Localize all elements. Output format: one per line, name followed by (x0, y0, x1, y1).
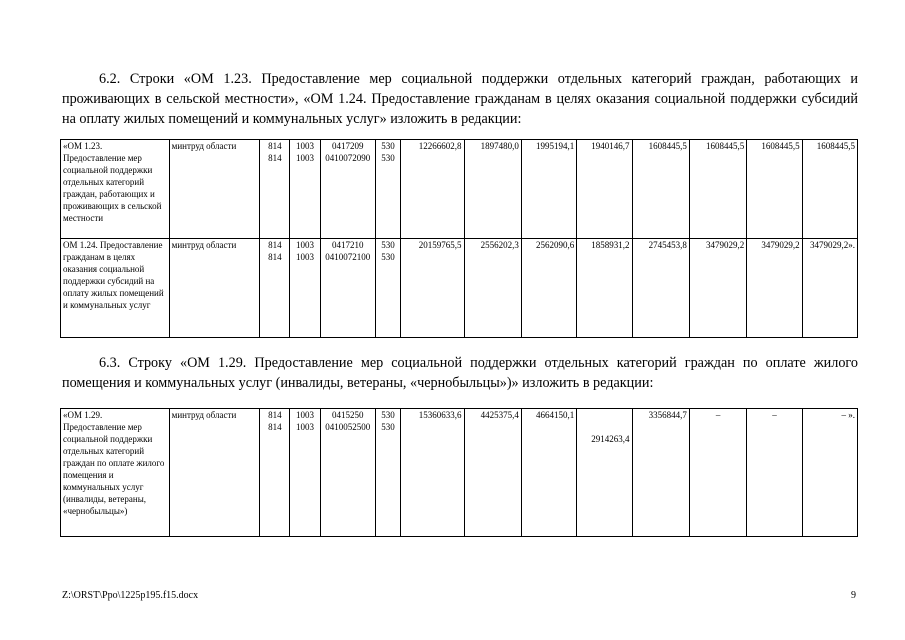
value-cell: 15360633,6 (401, 409, 464, 537)
grbs-cell: 814 814 (260, 239, 290, 338)
value-cell: 2556202,3 (464, 239, 521, 338)
value-cell: 1995194,1 (521, 140, 576, 239)
executor-cell: минтруд области (169, 409, 260, 537)
value-cell: 1897480,0 (464, 140, 521, 239)
value-cell: 1608445,5 (632, 140, 689, 239)
value-cell: 1940146,7 (577, 140, 632, 239)
value-cell: 3356844,7 (632, 409, 689, 537)
value-cell: 20159765,5 (401, 239, 464, 338)
vr-cell: 530 530 (375, 140, 400, 239)
value-cell: 3479029,2». (802, 239, 857, 338)
value-cell: 1608445,5 (689, 140, 746, 239)
value-cell: 4664150,1 (521, 409, 576, 537)
csr-cell: 0417210 0410072100 (320, 239, 375, 338)
measure-name-cell: «ОМ 1.29. Предоставление мер социальной поддержки отдельных категорий граждан по оплате жилого помещения и коммунальных услуг (инвалиды, ветераны, «чернобыльцы») (61, 409, 170, 537)
value-cell: 1858931,2 (577, 239, 632, 338)
footer-file-path: Z:\ORST\Ppo\1225p195.f15.docx (62, 590, 199, 601)
value-cell: 3479029,2 (689, 239, 746, 338)
value-cell: 2745453,8 (632, 239, 689, 338)
table-row (61, 140, 858, 239)
value-cell: 2562090,6 (521, 239, 576, 338)
value-cell: 4425375,4 (464, 409, 521, 537)
measure-name-cell: «ОМ 1.23. Предоставление мер социальной поддержки отдельных категорий граждан, работающих и проживающих в сельской местности (61, 140, 170, 239)
executor-cell: минтруд области (169, 140, 260, 239)
table-om-1-29 (60, 408, 858, 537)
executor-cell: минтруд области (169, 239, 260, 338)
grbs-cell: 814 814 (260, 409, 290, 537)
paragraph-6-2: 6.2. Строки «ОМ 1.23. Предоставление мер социальной поддержки отдельных категорий граждан, работающих и проживающих в сельской местности», «ОМ 1.24. Предоставление гражданам в целях оказания социальной поддержки субсидий на оплату жилых помещений и коммунальных услуг» изложить в редакции: (62, 71, 858, 127)
grbs-cell: 814 814 (260, 140, 290, 239)
vr-cell: 530 530 (375, 239, 400, 338)
table-om-1-23-1-24 (60, 139, 858, 338)
measure-name-cell: ОМ 1.24. Предоставление гражданам в целях оказания социальной поддержки субсидий на оплату жилых помещений и коммунальных услуг (61, 239, 170, 338)
value-cell: 3479029,2 (747, 239, 802, 338)
value-cell: 2914263,4 (577, 409, 632, 537)
value-cell: 1608445,5 (747, 140, 802, 239)
csr-cell: 0417209 0410072090 (320, 140, 375, 239)
table-row (61, 239, 858, 338)
paragraph-6-3: 6.3. Строку «ОМ 1.29. Предоставление мер социальной поддержки отдельных категорий граждан по оплате жилого помещения и коммунальных услуг (инвалиды, ветераны, «чернобыльцы»)» изложить в редакции: (62, 355, 858, 391)
value-cell: – (689, 409, 746, 537)
vr-cell: 530 530 (375, 409, 400, 537)
value-cell: – ». (802, 409, 857, 537)
rzpr-cell: 1003 1003 (290, 140, 320, 239)
table-row (61, 409, 858, 537)
rzpr-cell: 1003 1003 (290, 409, 320, 537)
value-cell: 1608445,5 (802, 140, 857, 239)
csr-cell: 0415250 0410052500 (320, 409, 375, 537)
value-cell: 12266602,8 (401, 140, 464, 239)
value-cell: – (747, 409, 802, 537)
page-number: 9 (851, 590, 856, 601)
rzpr-cell: 1003 1003 (290, 239, 320, 338)
